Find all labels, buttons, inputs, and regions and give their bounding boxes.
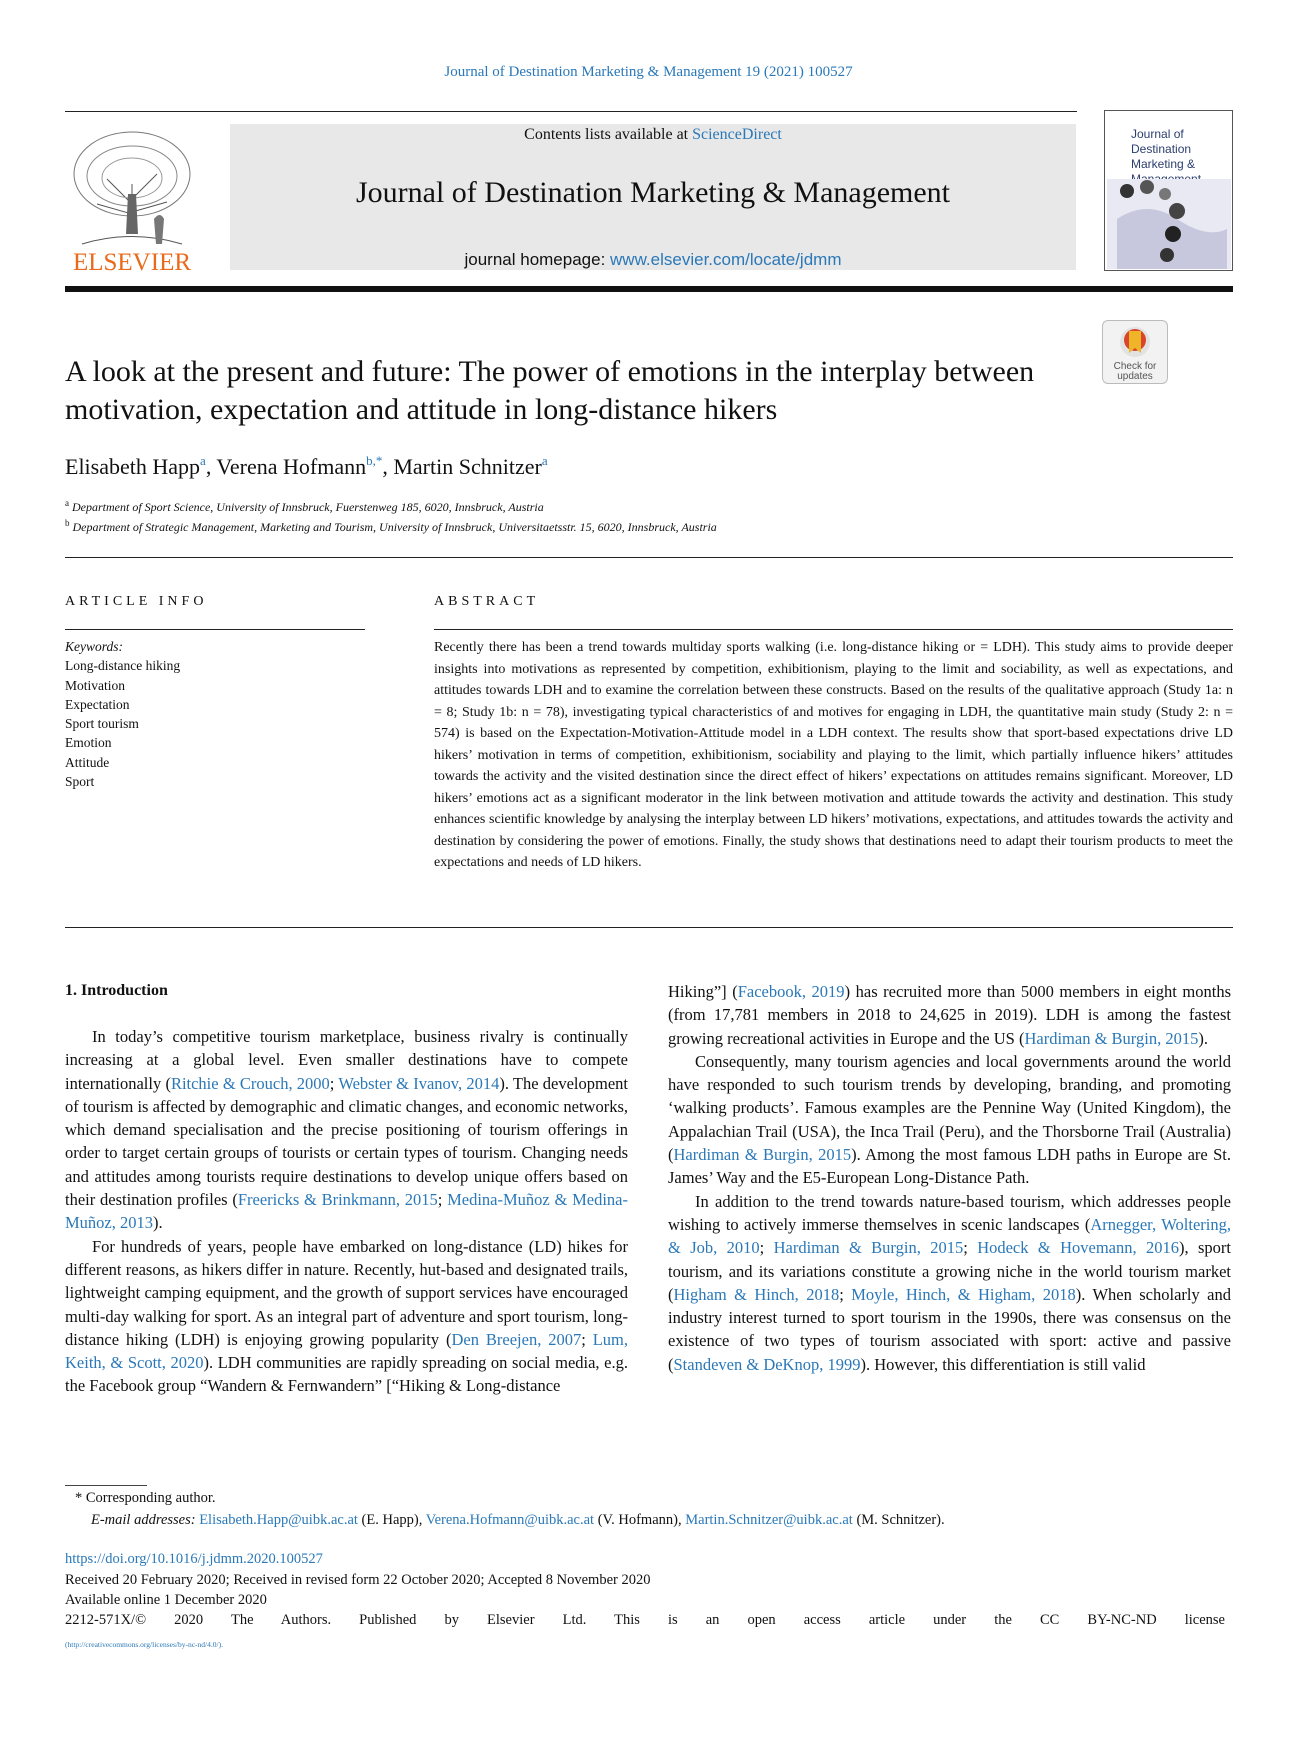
check-for-updates-button[interactable] — [1102, 320, 1168, 384]
citation-link[interactable]: Standeven & DeKnop, 1999 — [673, 1354, 861, 1374]
keyword: Sport tourism — [65, 716, 139, 732]
journal-reference-link[interactable]: Journal of Destination Marketing & Management 19 (2021) 100527 — [444, 64, 853, 80]
article-info-heading: ARTICLE INFO — [65, 594, 208, 609]
footnote-rule — [65, 1485, 147, 1486]
contents-prefix: Contents lists available at — [524, 126, 693, 143]
email-label: E-mail addresses: — [91, 1512, 200, 1528]
check-for-updates-label: Check for updates — [1113, 361, 1157, 382]
citation-link[interactable]: Hardiman & Burgin, 2015 — [773, 1238, 964, 1258]
author-affiliation-mark[interactable]: a — [541, 453, 548, 468]
paragraph: For hundreds of years, people have embarked on long-distance (LD) hikes for different reasons, as hikers differ in nature. Recently, hut-based and designated trails, lightweight camping equipment, and the growth of support services have encouraged multi-day walking for sport. As an integral part of adventure and sport tourism, long-distance hiking (LDH) is enjoying growing popularity (Den Breejen, 2007; Lum, Keith, & Scott, 2020). LDH communities are rapidly spreading on social media, e.g. the Facebook group “Wandern & Fernwandern” [“Hiking & Long-distance — [65, 1236, 629, 1396]
journal-title: Journal of Destination Marketing & Management — [355, 176, 951, 209]
journal-cover-thumbnail[interactable] — [1104, 110, 1233, 271]
received-dates: Received 20 February 2020; Received in revised form 22 October 2020; Accepted 8 November 2020 — [65, 1572, 651, 1588]
article-info-rule — [65, 629, 365, 630]
citation-link[interactable]: Webster & Ivanov, 2014 — [338, 1073, 500, 1093]
available-online: Available online 1 December 2020 — [65, 1592, 267, 1608]
cover-title: Journal of Destination Marketing & — [1131, 127, 1196, 171]
author-affiliation-mark[interactable]: b,* — [366, 453, 383, 468]
section-rule — [65, 927, 1233, 928]
cover-image — [1107, 179, 1231, 269]
keyword: Expectation — [65, 696, 130, 712]
author-affiliation-mark[interactable]: a — [200, 453, 206, 468]
doi-link[interactable]: https://doi.org/10.1016/j.jdmm.2020.100527 — [65, 1551, 323, 1567]
affiliation-text: Department of Sport Science, University of Innsbruck, Fuerstenweg 185, 6020, Innsbruck, Austria — [72, 500, 544, 514]
homepage-line — [230, 250, 1076, 270]
author-name: Verena Hofmann — [216, 454, 367, 479]
citation-link[interactable]: Den Breejen, 2007 — [451, 1329, 582, 1349]
keyword: Motivation — [65, 677, 125, 693]
abstract-heading: ABSTRACT — [434, 594, 540, 609]
keywords-block — [65, 637, 180, 791]
author-name: Martin Schnitzer — [393, 454, 542, 479]
elsevier-wordmark: ELSEVIER — [72, 249, 192, 274]
citation-link[interactable]: Hardiman & Burgin, 2015 — [1024, 1028, 1199, 1048]
email-link[interactable]: Martin.Schnitzer@uibk.ac.at — [685, 1512, 853, 1528]
citation-link[interactable]: Facebook, 2019 — [737, 982, 845, 1001]
homepage-link[interactable]: www.elsevier.com/locate/jdmm — [610, 250, 842, 269]
body-column-left — [65, 1025, 628, 1398]
keywords-label: Keywords: — [65, 639, 123, 654]
paragraph: In addition to the trend towards nature-based tourism, which addresses people wishing to actively immerse themselves in scenic landscapes (Arnegger, Woltering, & Job, 2010; Hardiman & Burgin, 2015; Hodeck & Hovemann, 2016), sport tourism, and its variations constitute a growing niche in the world tourism market (Higham & Hinch, 2018; Moyle, Hinch, & Higham, 2018). When scholarly and industry interest turned to sport tourism in the 1990s, there was consensus on the existence of two types of tourism associated with sport: active and passive (Standeven & DeKnop, 1999). However, this differentiation is still valid — [668, 1191, 1231, 1374]
email-link[interactable]: Elisabeth.Happ@uibk.ac.at — [199, 1512, 358, 1528]
citation-link[interactable]: Arnegger, Woltering, & Job, 2010 — [668, 1214, 1231, 1258]
email-addresses: E-mail addresses: Elisabeth.Happ@uibk.ac.at (E. Happ), Verena.Hofmann@uibk.ac.at (V. Hofmann), Martin.Schnitzer@uibk.ac.at (M. Schnitzer). — [91, 1512, 945, 1528]
bookmark-icon — [1117, 325, 1153, 359]
elsevier-logo — [62, 124, 202, 274]
body-column-right — [668, 980, 1231, 1376]
affiliation-mark: a — [65, 498, 69, 508]
affiliation — [65, 498, 544, 515]
citation-link[interactable]: Hodeck & Hovemann, 2016 — [977, 1238, 1179, 1258]
citation-link[interactable]: Ritchie & Crouch, 2000 — [170, 1073, 330, 1093]
citation-link[interactable]: Higham & Hinch, 2018 — [673, 1284, 840, 1304]
contents-line — [230, 126, 1076, 144]
header-rule — [65, 111, 1077, 112]
citation-link[interactable]: Moyle, Hinch, & Higham, 2018 — [851, 1284, 1076, 1304]
keyword: Emotion — [65, 735, 112, 751]
citation-link[interactable]: Lum, Keith, & Scott, 2020 — [65, 1329, 629, 1373]
affiliation-text: Department of Strategic Management, Marketing and Tourism, University of Innsbruck, Universitaetsstr. 15, 6020, Innsbruck, Austria — [72, 520, 717, 534]
affiliation-mark: b — [65, 518, 70, 528]
article-title: A look at the present and future: The power of emotions in the interplay between motivation, expectation and attitude in long-distance hikers — [65, 355, 1035, 426]
section-heading: 1. Introduction — [65, 982, 168, 999]
license-text: 2212-571X/© 2020 The Authors. Published by Elsevier Ltd. This is an open access article under the CC BY-NC-ND license — [65, 1612, 1225, 1628]
email-link[interactable]: Verena.Hofmann@uibk.ac.at — [425, 1512, 595, 1528]
homepage-prefix: journal homepage: — [464, 250, 611, 269]
paragraph: Consequently, many tourism agencies and local governments around the world have responded to such tourism trends by developing, branding, and promoting ‘walking products’. Famous examples are the Pennine Way (United Kingdom), the Appalachian Trail (USA), the Inca Trail (Peru), and the Thorsborne Trail (Australia) (Hardiman & Burgin, 2015). Among the most famous LDH paths in Europe are St. James’ Way and the E5-European Long-Distance Path. — [668, 1051, 1231, 1188]
abstract-text: Recently there has been a trend towards multiday sports walking (i.e. long-distance hiking or = LDH). This study aims to provide deeper insights into motivations as represented by competition, exhibitionism, playing to the limit and sociability, as well as expectations, and attitudes towards LDH and to examine the correlation between these constructs. Based on the results of the qualitative approach (Study 1a: n = 8; Study 1b: n = 78), investigating typical characteristics of and motives for engaging in LDH, the quantitative main study (Study 2: n = 574) is based on the Expectation-Motivation-Attitude model in a LDH context. The results show that sport-based expectations drive LD hikers’ motivation in terms of competition, exhibitionism, sociability and playing to the limit, which partially influence hikers’ attitudes towards the activity and the visited destination since the direct effect of hikers’ expectations on attitudes remains significant. Moreover, LD hikers’ emotions act as a significant moderator in the link between motivation and attitude towards the activity and destination. This study enhances scientific knowledge by analysing the interplay between LD hikers’ motivations, expectations, and attitudes towards the activity and destination by considering the power of emotions. Finally, the study shows that destinations need to adapt their tourism products to meet the expectations and needs of LD hikers. — [434, 640, 1233, 870]
corresponding-author-note: * Corresponding author. — [75, 1490, 216, 1506]
citation-link[interactable]: Medina-Muñoz & Medina-Muñoz, 2013 — [65, 1190, 628, 1233]
keyword: Sport — [65, 774, 95, 790]
license-link[interactable]: (http://creativecommons.org/licenses/by-nc-nd/4.0/). — [65, 1640, 223, 1649]
author-name: Elisabeth Happ — [65, 454, 201, 479]
header-thick-rule — [65, 286, 1233, 292]
abstract-rule — [434, 629, 1233, 630]
keyword: Long-distance hiking — [65, 658, 181, 674]
keyword: Attitude — [65, 754, 110, 770]
paragraph: Hiking”] (Facebook, 2019) has recruited more than 5000 members in eight months (from 17,781 members in 2018 to 24,625 in 2019). LDH is among the fastest growing recreational activities in Europe and the US (Hardiman & Burgin, 2015). — [668, 982, 1231, 1048]
sciencedirect-link[interactable]: ScienceDirect — [692, 126, 782, 143]
citation-link[interactable]: Freericks & Brinkmann, 2015 — [237, 1190, 438, 1210]
affiliation — [65, 518, 717, 535]
paragraph: In today’s competitive tourism marketplace, business rivalry is continually increasing at a global level. Even smaller destinations have to compete internationally (Ritchie & Crouch, 2000; Webster & Ivanov, 2014). The development of tourism is affected by demographic and climatic changes, and economic networks, which demand specialisation and the precise positioning of tourism offerings in order to target certain groups of tourists or certain types of tourism. Changing needs and attitudes among tourists require destinations to develop unique offers based on their destination profiles (Freericks & Brinkmann, 2015; Medina-Muñoz & Medina-Muñoz, 2013). — [65, 1027, 628, 1233]
citation-link[interactable]: Hardiman & Burgin, 2015 — [673, 1145, 852, 1165]
author-list: Elisabeth Happ$^a$, Verena Hofmann$^{b,*}$, Martin Schnitzer$^a$ — [65, 453, 548, 479]
section-rule — [65, 557, 1233, 558]
